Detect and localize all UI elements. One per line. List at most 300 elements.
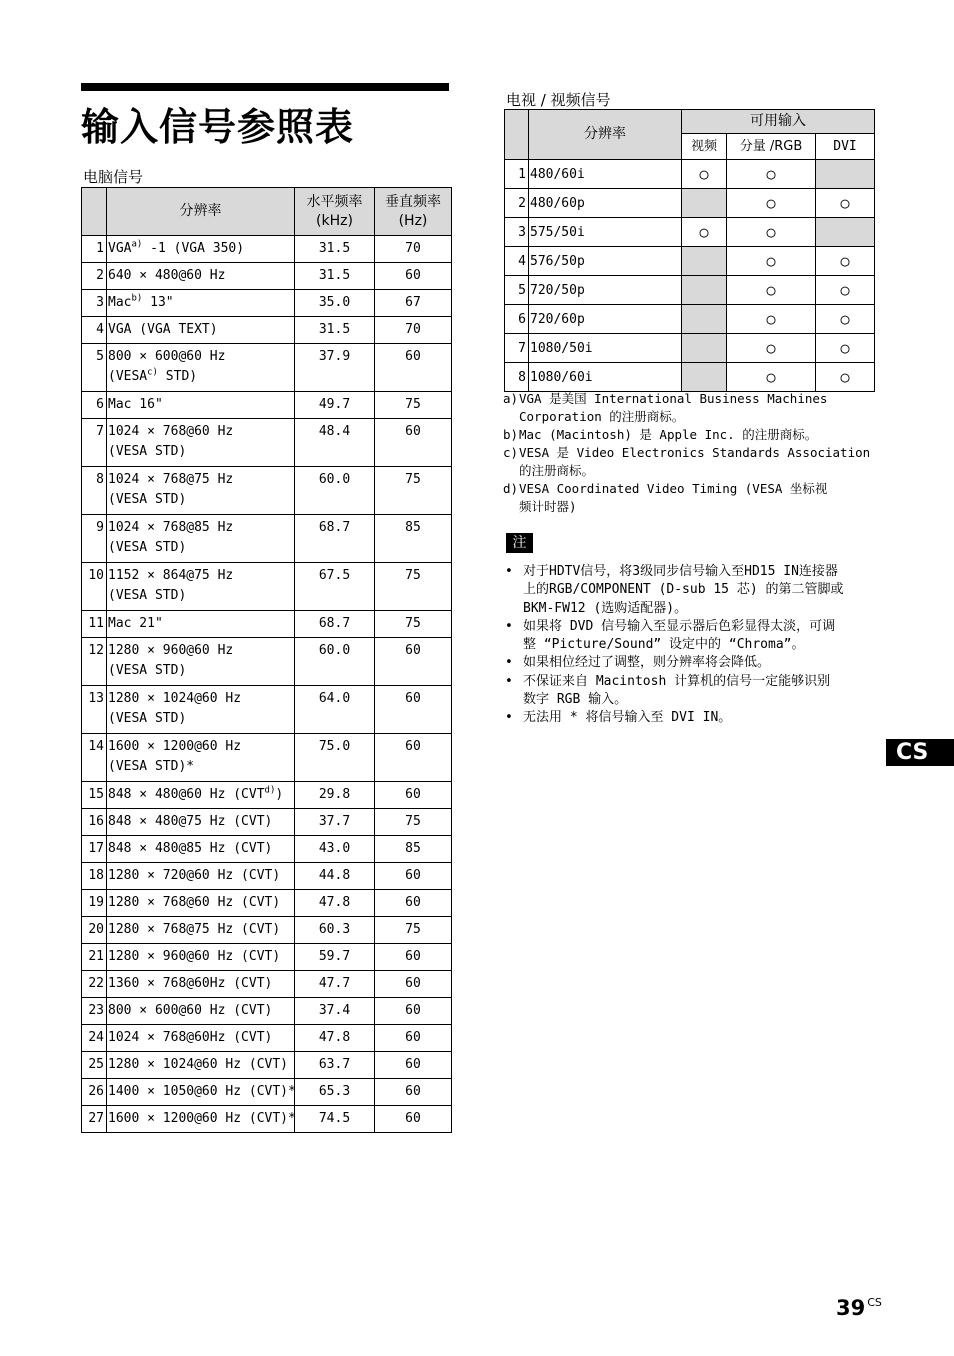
resolution-text: 848 × 480@85 Hz (CVT)	[108, 841, 273, 856]
note-line: 如果相位经过了调整，则分辨率将会降低。	[523, 655, 771, 671]
resolution-line	[108, 866, 294, 886]
resolution-cell	[107, 734, 295, 782]
table-row	[505, 305, 875, 334]
resolution-text-2: (VESA STD)	[108, 663, 187, 678]
resolution-text-rest: -1 (VGA 350)	[142, 241, 245, 256]
resolution-text: 1280 × 1024@60 Hz	[108, 691, 242, 706]
row-number: 6	[505, 305, 529, 334]
vfreq-cell: 60	[375, 890, 452, 917]
hfreq-cell: 29.8	[295, 782, 375, 809]
resolution-line	[108, 395, 294, 415]
video-availability-cell	[682, 247, 727, 276]
row-number: 1	[82, 236, 107, 263]
resolution-line	[108, 1028, 294, 1048]
table-row	[82, 563, 452, 611]
row-number: 6	[82, 392, 107, 419]
note-item	[503, 709, 878, 727]
resolution-text: 1024 × 768@85 Hz	[108, 520, 234, 535]
row-number: 26	[82, 1079, 107, 1106]
resolution-text-2-rest: STD)	[157, 369, 198, 384]
resolution-text: 848 × 480@75 Hz (CVT)	[108, 814, 273, 829]
hfreq-cell: 47.8	[295, 890, 375, 917]
row-number: 5	[82, 344, 107, 392]
row-number: 11	[82, 611, 107, 638]
note-badge: 注	[506, 533, 533, 553]
available-mark: ○	[766, 310, 776, 328]
hfreq-cell: 65.3	[295, 1079, 375, 1106]
table-row	[505, 334, 875, 363]
vfreq-cell: 60	[375, 638, 452, 686]
resolution-cell	[107, 998, 295, 1025]
row-number: 20	[82, 917, 107, 944]
resolution-line	[108, 1001, 294, 1021]
footnote-body	[519, 480, 827, 516]
vfreq-cell: 60	[375, 863, 452, 890]
vfreq-cell: 60	[375, 944, 452, 971]
resolution-text: 1360 × 768@60Hz (CVT)	[108, 976, 273, 991]
resolution-line	[108, 1109, 294, 1129]
vfreq-cell: 75	[375, 392, 452, 419]
tv-section-label: 电视 / 视频信号	[506, 91, 611, 109]
table-row	[505, 160, 875, 189]
hfreq-cell: 68.7	[295, 611, 375, 638]
dvi-availability-cell	[816, 247, 875, 276]
resolution-line	[108, 641, 294, 661]
note-body	[523, 673, 830, 710]
bullet: •	[505, 618, 513, 634]
resolution-line	[108, 266, 294, 286]
table-row	[82, 836, 452, 863]
note-line: 无法用 * 将信号输入至 DVI IN。	[523, 710, 732, 726]
vfreq-cell: 60	[375, 1079, 452, 1106]
hfreq-cell: 64.0	[295, 686, 375, 734]
row-number: 10	[82, 563, 107, 611]
note-item	[503, 563, 878, 618]
available-mark: ○	[840, 310, 850, 328]
component-availability-cell	[727, 363, 816, 392]
tv-signal-table	[504, 109, 875, 392]
resolution-cell: 575/50i	[529, 218, 682, 247]
footnote-line: Corporation 的注册商标。	[519, 409, 685, 424]
vfreq-cell: 85	[375, 836, 452, 863]
row-number: 2	[505, 189, 529, 218]
video-availability-cell	[682, 276, 727, 305]
resolution-text-2: (VESA STD)*	[108, 759, 195, 774]
table-row	[82, 344, 452, 392]
table-row	[82, 1025, 452, 1052]
resolution-line	[108, 347, 294, 367]
resolution-cell	[107, 611, 295, 638]
table-row	[505, 218, 875, 247]
resolution-line-2	[108, 490, 294, 510]
hfreq-cell: 47.7	[295, 971, 375, 998]
page-number-value: 39	[836, 1296, 866, 1320]
resolution-text-2: (VESA STD)	[108, 588, 187, 603]
footnote-item	[503, 390, 883, 426]
resolution-line	[108, 920, 294, 940]
resolution-text: 1600 × 1200@60 Hz (CVT)*	[108, 1111, 296, 1126]
footnote-key: c)	[503, 445, 519, 460]
resolution-line	[108, 1055, 294, 1075]
footnote-line: Mac (Macintosh) 是 Apple Inc. 的注册商标。	[519, 427, 818, 442]
row-number: 8	[505, 363, 529, 392]
vfreq-cell: 60	[375, 998, 452, 1025]
tv-corner-header	[505, 110, 529, 160]
resolution-cell	[107, 944, 295, 971]
row-number: 4	[505, 247, 529, 276]
note-body	[523, 563, 844, 618]
bullet: •	[505, 710, 513, 726]
note-item	[503, 618, 878, 655]
resolution-cell: 480/60i	[529, 160, 682, 189]
resolution-line-2	[108, 538, 294, 558]
footnote-ref: b)	[131, 293, 143, 304]
vfreq-cell: 75	[375, 563, 452, 611]
resolution-text-2: (VESA	[108, 369, 148, 384]
hfreq-cell: 74.5	[295, 1106, 375, 1133]
vfreq-cell: 75	[375, 917, 452, 944]
resolution-cell	[107, 515, 295, 563]
component-availability-cell	[727, 189, 816, 218]
vfreq-cell: 60	[375, 734, 452, 782]
resolution-line	[108, 812, 294, 832]
available-mark: ○	[766, 252, 776, 270]
tv-inputs-header: 可用输入	[682, 110, 875, 134]
resolution-cell	[107, 1025, 295, 1052]
footnote-item	[503, 426, 883, 444]
vfreq-cell: 70	[375, 236, 452, 263]
row-number: 3	[505, 218, 529, 247]
resolution-cell	[107, 971, 295, 998]
hfreq-cell: 60.3	[295, 917, 375, 944]
hfreq-cell: 68.7	[295, 515, 375, 563]
pc-vfreq-header: 垂直频率 (Hz)	[375, 188, 452, 236]
row-number: 9	[82, 515, 107, 563]
row-number: 15	[82, 782, 107, 809]
table-row	[82, 317, 452, 344]
row-number: 25	[82, 1052, 107, 1079]
table-row	[82, 782, 452, 809]
note-line: 对于HDTV信号，将3级同步信号输入至HD15 IN连接器	[523, 564, 838, 579]
row-number: 24	[82, 1025, 107, 1052]
table-row	[82, 734, 452, 782]
resolution-text: 1152 × 864@75 Hz	[108, 568, 234, 583]
footnote-body	[519, 444, 870, 480]
resolution-text: VGA (VGA TEXT)	[108, 322, 218, 337]
hfreq-cell: 60.0	[295, 638, 375, 686]
resolution-line	[108, 614, 294, 634]
hfreq-cell: 59.7	[295, 944, 375, 971]
note-line: BKM-FW12 (选购适配器)。	[523, 600, 688, 616]
note-body	[523, 618, 835, 655]
table-row	[505, 363, 875, 392]
row-number: 19	[82, 890, 107, 917]
resolution-cell: 1080/50i	[529, 334, 682, 363]
footnote-item	[503, 444, 883, 480]
resolution-line	[108, 839, 294, 859]
resolution-cell	[107, 782, 295, 809]
video-availability-cell	[682, 363, 727, 392]
page-title: 输入信号参照表	[81, 105, 355, 149]
resolution-line-2	[108, 709, 294, 729]
resolution-cell	[107, 1052, 295, 1079]
resolution-line	[108, 1082, 294, 1102]
video-availability-cell	[682, 189, 727, 218]
resolution-line	[108, 566, 294, 586]
row-number: 7	[505, 334, 529, 363]
language-tab: CS	[886, 739, 954, 766]
note-item	[503, 654, 878, 672]
dvi-availability-cell	[816, 218, 875, 247]
row-number: 3	[82, 290, 107, 317]
resolution-text: 1024 × 768@75 Hz	[108, 472, 234, 487]
available-mark: ○	[699, 223, 709, 241]
resolution-line-2	[108, 661, 294, 681]
vfreq-cell: 60	[375, 782, 452, 809]
component-availability-cell	[727, 160, 816, 189]
resolution-text: 800 × 600@60 Hz	[108, 349, 226, 364]
available-mark: ○	[766, 165, 776, 183]
pc-corner-header	[82, 188, 107, 236]
bullet: •	[505, 655, 513, 671]
resolution-cell	[107, 638, 295, 686]
row-number: 1	[505, 160, 529, 189]
available-mark: ○	[766, 339, 776, 357]
resolution-text: VGA	[108, 241, 132, 256]
table-row	[82, 863, 452, 890]
resolution-text-2: (VESA STD)	[108, 492, 187, 507]
resolution-cell: 576/50p	[529, 247, 682, 276]
resolution-text: 1280 × 1024@60 Hz (CVT)	[108, 1057, 289, 1072]
resolution-line	[108, 293, 294, 313]
resolution-cell: 480/60p	[529, 189, 682, 218]
tv-component-header: 分量 /RGB	[727, 134, 816, 160]
resolution-text: 1280 × 720@60 Hz (CVT)	[108, 868, 281, 883]
hfreq-cell: 75.0	[295, 734, 375, 782]
component-availability-cell	[727, 305, 816, 334]
hfreq-cell: 37.9	[295, 344, 375, 392]
row-number: 14	[82, 734, 107, 782]
resolution-line	[108, 320, 294, 340]
note-line: 如果将 DVD 信号输入至显示器后色彩显得太淡，可调	[523, 618, 836, 634]
pc-hfreq-header: 水平频率 (kHz)	[295, 188, 375, 236]
resolution-text-2: (VESA STD)	[108, 540, 187, 555]
footnote-key: d)	[503, 481, 519, 496]
resolution-text-rest: )	[275, 787, 284, 802]
resolution-text: 1400 × 1050@60 Hz (CVT)*	[108, 1084, 296, 1099]
row-number: 21	[82, 944, 107, 971]
resolution-cell	[107, 809, 295, 836]
resolution-line	[108, 893, 294, 913]
vfreq-cell: 60	[375, 1052, 452, 1079]
resolution-cell	[107, 419, 295, 467]
available-mark: ○	[766, 368, 776, 386]
footnote-key: b)	[503, 427, 519, 442]
resolution-text: 1280 × 960@60 Hz (CVT)	[108, 949, 281, 964]
page-number-suffix: CS	[867, 1296, 882, 1309]
hfreq-cell: 31.5	[295, 317, 375, 344]
vfreq-cell: 60	[375, 1106, 452, 1133]
vfreq-cell: 60	[375, 971, 452, 998]
resolution-text: 1280 × 960@60 Hz	[108, 643, 234, 658]
row-number: 12	[82, 638, 107, 686]
resolution-cell	[107, 263, 295, 290]
hfreq-cell: 44.8	[295, 863, 375, 890]
title-rule	[81, 83, 449, 91]
resolution-text: 1024 × 768@60 Hz	[108, 424, 234, 439]
row-number: 17	[82, 836, 107, 863]
resolution-cell	[107, 467, 295, 515]
footnote-ref: c)	[147, 367, 158, 378]
pc-resolution-header: 分辨率	[107, 188, 295, 236]
resolution-text: 1024 × 768@60Hz (CVT)	[108, 1030, 273, 1045]
footnote-key: a)	[503, 391, 519, 406]
footnote-ref: a)	[131, 239, 143, 250]
dvi-availability-cell	[816, 189, 875, 218]
note-body	[523, 654, 770, 672]
hfreq-cell: 47.8	[295, 1025, 375, 1052]
resolution-text: Mac 16"	[108, 397, 163, 412]
resolution-line	[108, 518, 294, 538]
row-number: 23	[82, 998, 107, 1025]
resolution-line	[108, 470, 294, 490]
available-mark: ○	[766, 194, 776, 212]
resolution-text: 800 × 600@60 Hz (CVT)	[108, 1003, 273, 1018]
available-mark: ○	[840, 252, 850, 270]
table-row	[505, 276, 875, 305]
resolution-cell	[107, 863, 295, 890]
hfreq-cell: 31.5	[295, 236, 375, 263]
component-availability-cell	[727, 276, 816, 305]
table-row	[82, 263, 452, 290]
resolution-text: Mac 21"	[108, 616, 163, 631]
resolution-text: 1600 × 1200@60 Hz	[108, 739, 242, 754]
footnote-line: VESA Coordinated Video Timing (VESA 坐标视	[519, 481, 828, 496]
available-mark: ○	[699, 165, 709, 183]
row-number: 7	[82, 419, 107, 467]
row-number: 16	[82, 809, 107, 836]
table-row	[82, 998, 452, 1025]
resolution-text: 640 × 480@60 Hz	[108, 268, 226, 283]
resolution-text-2: (VESA STD)	[108, 711, 187, 726]
available-mark: ○	[840, 281, 850, 299]
hfreq-cell: 60.0	[295, 467, 375, 515]
vfreq-cell: 60	[375, 419, 452, 467]
table-row	[82, 419, 452, 467]
resolution-line	[108, 689, 294, 709]
table-row	[82, 944, 452, 971]
available-mark: ○	[840, 339, 850, 357]
vfreq-cell: 75	[375, 467, 452, 515]
available-mark: ○	[766, 223, 776, 241]
table-row	[82, 917, 452, 944]
row-number: 13	[82, 686, 107, 734]
note-line: 不保证来自 Macintosh 计算机的信号一定能够识别	[523, 673, 831, 689]
resolution-cell	[107, 836, 295, 863]
available-mark: ○	[766, 281, 776, 299]
hfreq-cell: 63.7	[295, 1052, 375, 1079]
footnote-line: VESA 是 Video Electronics Standards Association	[519, 445, 871, 460]
resolution-text: 1280 × 768@75 Hz (CVT)	[108, 922, 281, 937]
video-availability-cell	[682, 160, 727, 189]
table-row	[82, 290, 452, 317]
dvi-availability-cell	[816, 363, 875, 392]
resolution-line	[108, 737, 294, 757]
table-row	[82, 1079, 452, 1106]
resolution-cell: 1080/60i	[529, 363, 682, 392]
footnote-line: 的注册商标。	[519, 463, 595, 478]
table-row	[82, 686, 452, 734]
hfreq-cell: 37.7	[295, 809, 375, 836]
resolution-text-rest: 13"	[142, 295, 174, 310]
resolution-line-2	[108, 757, 294, 777]
dvi-availability-cell	[816, 276, 875, 305]
vfreq-cell: 67	[375, 290, 452, 317]
tv-dvi-header: DVI	[816, 134, 875, 160]
table-row	[82, 890, 452, 917]
note-item	[503, 673, 878, 710]
table-row	[82, 515, 452, 563]
resolution-cell	[107, 236, 295, 263]
notes-list	[503, 563, 878, 728]
table-row	[82, 392, 452, 419]
resolution-line	[108, 239, 294, 259]
row-number: 2	[82, 263, 107, 290]
dvi-availability-cell	[816, 160, 875, 189]
resolution-cell	[107, 344, 295, 392]
note-line: 上的RGB/COMPONENT (D-sub 15 芯) 的第二管脚或	[523, 582, 844, 598]
resolution-line-2	[108, 442, 294, 462]
table-row	[82, 611, 452, 638]
bullet: •	[505, 564, 513, 579]
table-row	[505, 247, 875, 276]
tv-resolution-header: 分辨率	[529, 110, 682, 160]
video-availability-cell	[682, 305, 727, 334]
footnotes	[503, 390, 883, 516]
note-line: 整 “Picture/Sound” 设定中的 “Chroma”。	[523, 637, 805, 653]
resolution-cell	[107, 890, 295, 917]
bullet: •	[505, 673, 513, 689]
row-number: 8	[82, 467, 107, 515]
table-row	[82, 1052, 452, 1079]
page-number	[836, 1296, 882, 1320]
note-line: 数字 RGB 输入。	[523, 692, 628, 708]
hfreq-cell: 49.7	[295, 392, 375, 419]
resolution-cell: 720/60p	[529, 305, 682, 334]
vfreq-cell: 75	[375, 611, 452, 638]
video-availability-cell	[682, 334, 727, 363]
resolution-line	[108, 947, 294, 967]
pc-signal-table	[81, 187, 452, 1133]
component-availability-cell	[727, 218, 816, 247]
row-number: 27	[82, 1106, 107, 1133]
footnote-line: 频计时器)	[519, 499, 577, 514]
component-availability-cell	[727, 247, 816, 276]
row-number: 22	[82, 971, 107, 998]
note-body	[523, 709, 731, 727]
vfreq-cell: 60	[375, 344, 452, 392]
table-row	[82, 638, 452, 686]
resolution-cell: 720/50p	[529, 276, 682, 305]
hfreq-cell: 35.0	[295, 290, 375, 317]
table-row	[82, 1106, 452, 1133]
vfreq-cell: 60	[375, 1025, 452, 1052]
resolution-cell	[107, 563, 295, 611]
resolution-cell	[107, 392, 295, 419]
component-availability-cell	[727, 334, 816, 363]
resolution-cell	[107, 290, 295, 317]
video-availability-cell	[682, 218, 727, 247]
